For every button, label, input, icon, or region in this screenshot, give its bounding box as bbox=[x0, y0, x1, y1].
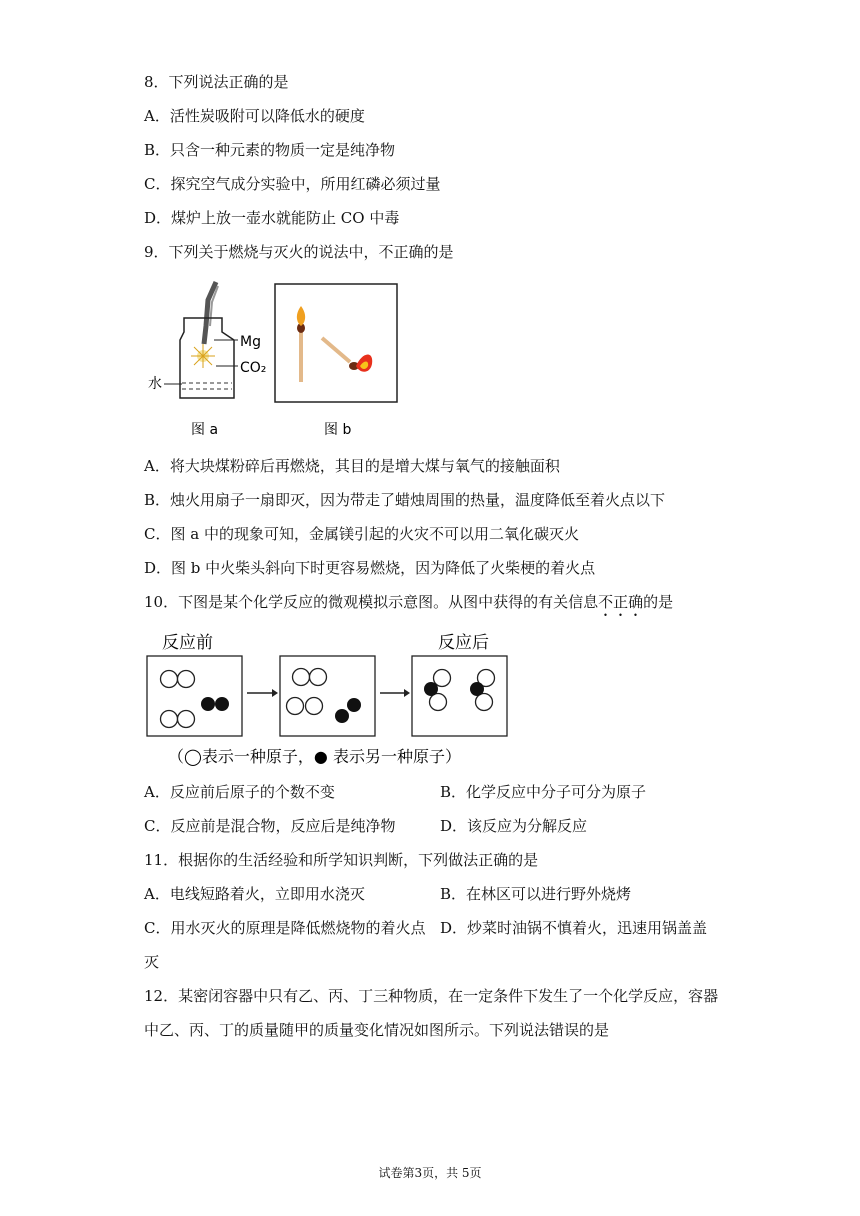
q8-stem: 8．下列说法正确的是 bbox=[144, 73, 289, 91]
q10-stem-pre: 10．下图是某个化学反应的微观模拟示意图。从图中获得的有关信息 bbox=[144, 593, 599, 611]
q12-stem-line1: 12．某密闭容器中只有乙、丙、丁三种物质，在一定条件下发生了一个化学反应，容器 bbox=[144, 987, 719, 1005]
label-after: 反应后 bbox=[438, 633, 489, 653]
q11-option-b: B．在林区可以进行野外烧烤 bbox=[440, 885, 632, 903]
q10-stem-emphasis: 不正确 bbox=[598, 593, 644, 611]
q10-option-b: B．化学反应中分子可分为原子 bbox=[440, 783, 647, 801]
figure-a-mg-in-co2 bbox=[146, 280, 271, 440]
q10-stem bbox=[144, 592, 673, 620]
legend-text: （◯表示一种原子，● 表示另一种原子） bbox=[168, 747, 461, 766]
q11-option-d-continued: 灭 bbox=[144, 953, 160, 971]
q11-option-d: D．炒菜时油锅不慎着火，迅速用锅盖盖 bbox=[440, 919, 708, 937]
reaction-micro-diagram bbox=[146, 626, 526, 776]
label-water: 水 bbox=[148, 376, 162, 392]
figure-b-matches bbox=[274, 282, 402, 442]
q9-option-b: B．烛火用扇子一扇即灭，因为带走了蜡烛周围的热量，温度降低至着火点以下 bbox=[144, 491, 666, 509]
figure-a-caption: 图 a bbox=[191, 422, 219, 438]
q9-option-a: A．将大块煤粉碎后再燃烧，其目的是增大煤与氧气的接触面积 bbox=[144, 457, 560, 475]
page-footer: 试卷第3页，共 5页 bbox=[378, 1166, 482, 1180]
q10-option-d: D．该反应为分解反应 bbox=[440, 817, 588, 835]
figure-b-caption: 图 b bbox=[324, 422, 352, 438]
q9-option-c: C．图 a 中的现象可知，金属镁引起的火灾不可以用二氧化碳灭火 bbox=[144, 525, 579, 543]
q8-option-b: B．只含一种元素的物质一定是纯净物 bbox=[144, 141, 396, 159]
q8-option-a: A．活性炭吸附可以降低水的硬度 bbox=[144, 107, 365, 125]
q10-option-c: C．反应前是混合物，反应后是纯净物 bbox=[144, 817, 396, 835]
label-before: 反应前 bbox=[162, 633, 213, 653]
before-box bbox=[147, 656, 242, 736]
after-box bbox=[412, 656, 507, 736]
q9-stem: 9．下列关于燃烧与灭火的说法中，不正确的是 bbox=[144, 243, 454, 261]
q9-option-d: D．图 b 中火柴头斜向下时更容易燃烧，因为降低了火柴梗的着火点 bbox=[144, 559, 596, 577]
q8-option-d: D．煤炉上放一壶水就能防止 CO 中毒 bbox=[144, 209, 400, 227]
label-co2: CO₂ bbox=[240, 360, 267, 376]
middle-box bbox=[280, 656, 375, 736]
q12-stem-line2: 中乙、丙、丁的质量随甲的质量变化情况如图所示。下列说法错误的是 bbox=[144, 1021, 610, 1039]
burning-mg-glow bbox=[191, 344, 215, 368]
q8-option-c: C．探究空气成分实验中，所用红磷必须过量 bbox=[144, 175, 441, 193]
q11-option-c: C．用水灭火的原理是降低燃烧物的着火点 bbox=[144, 919, 426, 937]
q10-option-a: A．反应前后原子的个数不变 bbox=[144, 783, 335, 801]
q11-option-a: A．电线短路着火，立即用水浇灭 bbox=[144, 885, 365, 903]
label-mg: Mg bbox=[240, 334, 261, 350]
q10-stem-post: 的是 bbox=[643, 593, 674, 611]
q11-stem: 11．根据你的生活经验和所学知识判断，下列做法正确的是 bbox=[144, 851, 539, 869]
